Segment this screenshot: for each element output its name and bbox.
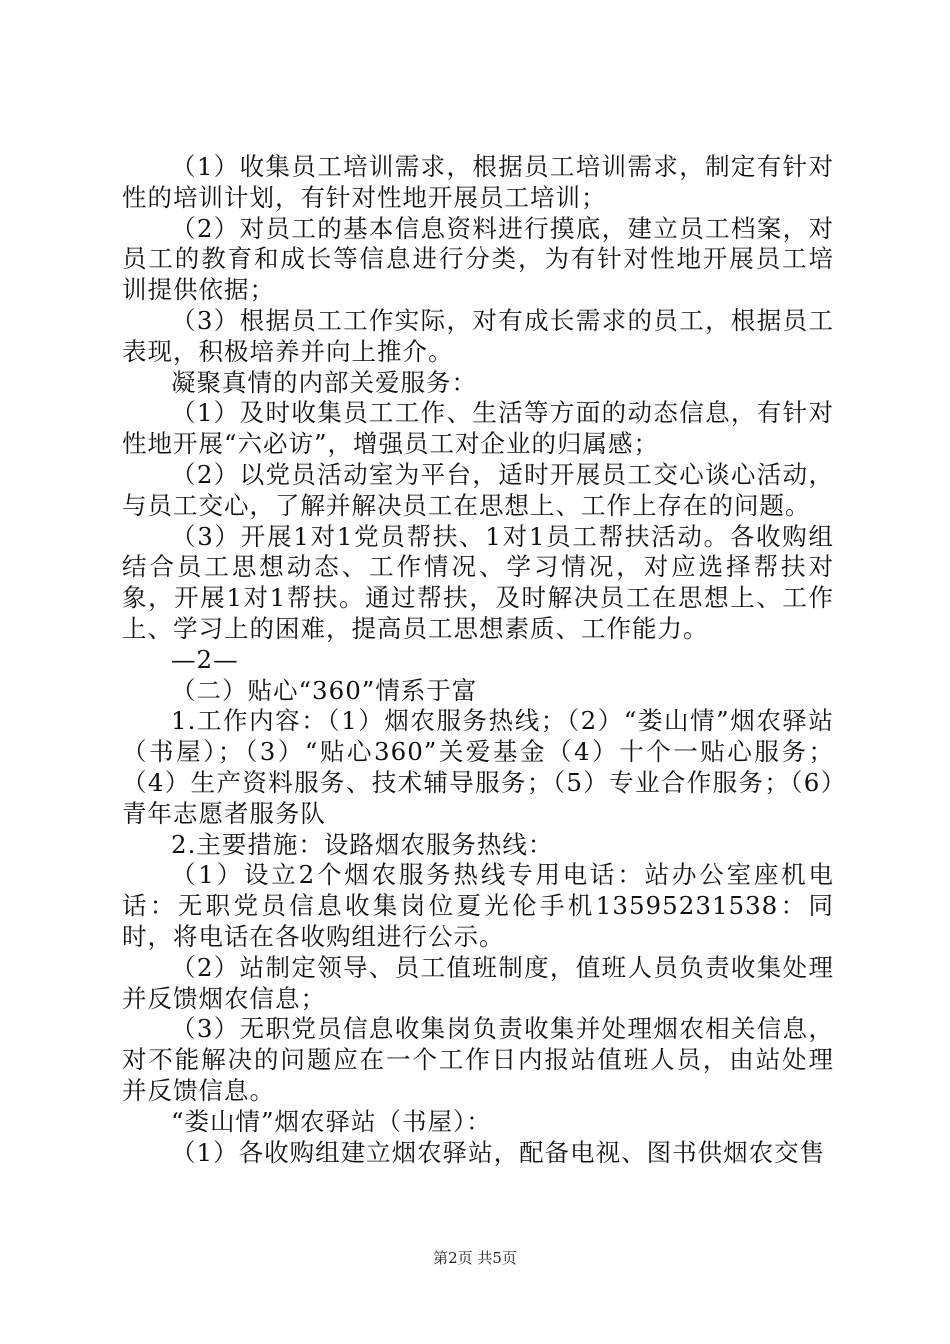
- paragraph-one-on-one: （3）开展1对1党员帮扶、1对1员工帮扶活动。各收购组结合员工思想动态、工作情况、学习情况，对应选择帮扶对象，开展1对1帮扶。通过帮扶，及时解决员工在思想上、工作上、学习上的困难，提高员工思想素质、工作能力。: [122, 521, 834, 643]
- paragraph-work-content: 1.工作内容：（1）烟农服务热线；（2）“娄山情”烟农驿站（书屋）；（3）“贴心360”关爱基金（4）十个一贴心服务；（4）生产资料服务、技术辅导服务；（5）专业合作服务；（6）青年志愿者服务队: [122, 706, 834, 828]
- paragraph-duty-system: （2）站制定领导、员工值班制度，值班人员负责收集处理并反馈烟农信息；: [122, 952, 834, 1013]
- paragraph-heart-talk: （2）以党员活动室为平台，适时开展员工交心谈心活动，与员工交心，了解并解决员工在思想上、工作上存在的问题。: [122, 459, 834, 520]
- paragraph-info-post: （3）无职党员信息收集岗负责收集并处理烟农相关信息，对不能解决的问题应在一个工作日内报站值班人员，由站处理并反馈信息。: [122, 1014, 834, 1105]
- heading-internal-care: 凝聚真情的内部关爱服务：: [171, 367, 477, 397]
- heading-loushan-station: “娄山情”烟农驿站（书屋）：: [171, 1106, 492, 1136]
- paragraph-promotion: （3）根据员工工作实际，对有成长需求的员工，根据员工表现，积极培养并向上推介。: [122, 305, 834, 366]
- paragraph-station-setup: （1）各收购组建立烟农驿站，配备电视、图书供烟农交售: [171, 1137, 826, 1167]
- paragraph-hotline: （1）设立2个烟农服务热线专用电话：站办公室座机电话：无职党员信息收集岗位夏光伦手机13595231538：同时，将电话在各收购组进行公示。: [122, 860, 834, 951]
- paragraph-dynamic-info: （1）及时收集员工工作、生活等方面的动态信息，有针对性地开展“六必访”，增强员工对企业的归属感；: [122, 398, 834, 459]
- paragraph-main-measures: 2.主要措施：设路烟农服务热线：: [171, 829, 554, 859]
- page-footer: 第2页 共5页: [433, 1249, 517, 1267]
- page-marker: —2—: [171, 644, 239, 674]
- paragraph-employee-files: （2）对员工的基本信息资料进行摸底，建立员工档案，对员工的教育和成长等信息进行分类，为有针对性地开展员工培训提供依据；: [122, 213, 834, 305]
- heading-section-two: （二）贴心“360”情系于富: [171, 675, 478, 705]
- paragraph-training-needs: （1）收集员工培训需求，根据员工培训需求，制定有针对性的培训计划，有针对性地开展员工培训；: [122, 152, 834, 212]
- document-body: [122, 152, 834, 1168]
